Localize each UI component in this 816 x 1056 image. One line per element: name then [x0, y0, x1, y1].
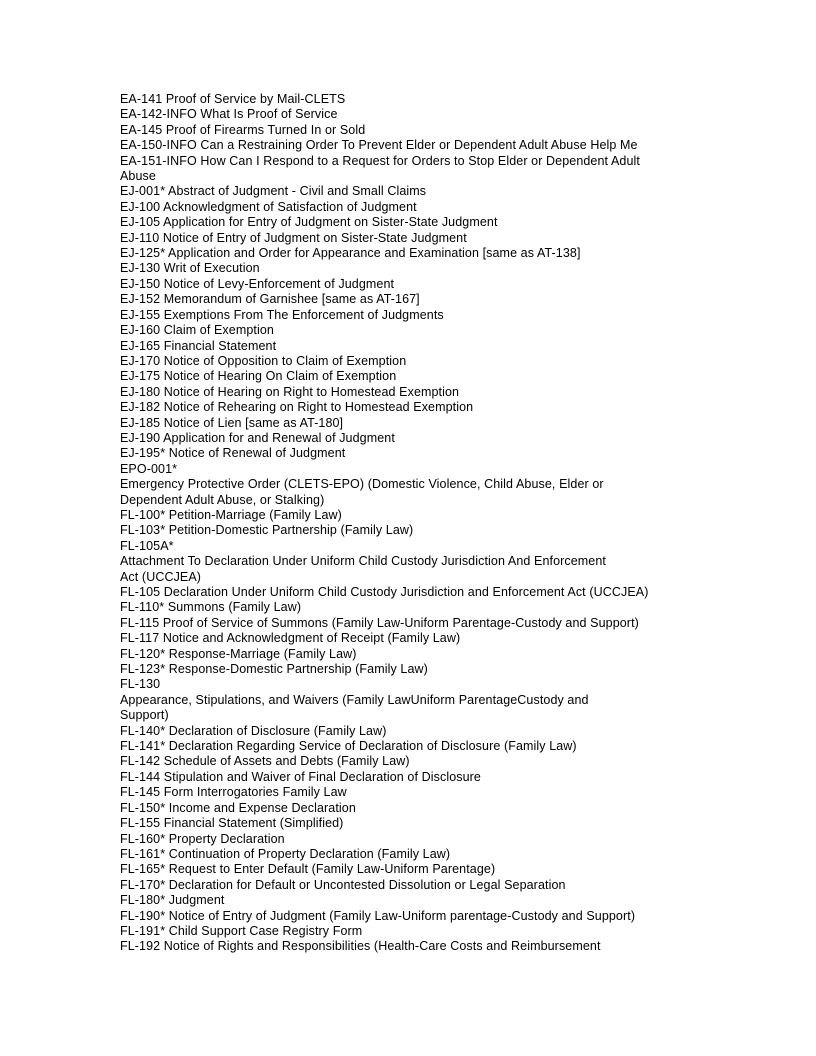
form-list-line: EJ-001* Abstract of Judgment - Civil and Small Claims	[120, 184, 427, 199]
form-list-line: FL-100* Petition-Marriage (Family Law)	[120, 507, 342, 522]
form-list-line: EJ-155 Exemptions From The Enforcement of Judgments	[120, 307, 444, 322]
form-list-line: FL-117 Notice and Acknowledgment of Receipt (Family Law)	[120, 631, 461, 646]
form-list-line: EJ-190 Application for and Renewal of Judgment	[120, 430, 395, 445]
form-list-line: FL-165* Request to Enter Default (Family Law-Uniform Parentage)	[120, 862, 496, 877]
form-list-line: FL-105A*	[120, 538, 174, 553]
form-list-line: FL-191* Child Support Case Registry Form	[120, 923, 363, 938]
form-list-line: FL-142 Schedule of Assets and Debts (Family Law)	[120, 754, 410, 769]
form-list-line: EA-150-INFO Can a Restraining Order To Prevent Elder or Dependent Adult Abuse Help Me	[120, 138, 638, 153]
form-list-line: EA-151-INFO How Can I Respond to a Request for Orders to Stop Elder or Dependent Adult	[120, 153, 640, 168]
form-list-line: FL-141* Declaration Regarding Service of Declaration of Disclosure (Family Law)	[120, 739, 577, 754]
form-list-line: EJ-105 Application for Entry of Judgment on Sister-State Judgment	[120, 215, 498, 230]
form-list-line: EJ-110 Notice of Entry of Judgment on Sister-State Judgment	[120, 230, 467, 245]
form-list-line: EJ-160 Claim of Exemption	[120, 323, 274, 338]
form-list-line: Support)	[120, 708, 169, 723]
form-list-line: EA-141 Proof of Service by Mail-CLETS	[120, 92, 346, 106]
form-list-line: EJ-165 Financial Statement	[120, 338, 277, 353]
form-list-line: FL-190* Notice of Entry of Judgment (Family Law-Uniform parentage-Custody and Support)	[120, 908, 636, 923]
form-list-line: FL-160* Property Declaration	[120, 831, 285, 846]
form-list-line: EJ-182 Notice of Rehearing on Right to Homestead Exemption	[120, 400, 474, 415]
form-list-line: FL-140* Declaration of Disclosure (Family Law)	[120, 723, 387, 738]
form-list-line: EA-145 Proof of Firearms Turned In or Sold	[120, 122, 366, 137]
form-list-line: EJ-195* Notice of Renewal of Judgment	[120, 446, 346, 461]
form-list-line: Abuse	[120, 169, 156, 184]
form-list-line: FL-161* Continuation of Property Declaration (Family Law)	[120, 846, 451, 861]
form-list-line: Appearance, Stipulations, and Waivers (Family LawUniform ParentageCustody and	[120, 692, 589, 707]
form-list	[120, 92, 710, 955]
form-list-line: Emergency Protective Order (CLETS-EPO) (Domestic Violence, Child Abuse, Elder or	[120, 477, 604, 492]
form-list-line: FL-144 Stipulation and Waiver of Final Declaration of Disclosure	[120, 769, 481, 784]
form-list-line: EA-142-INFO What Is Proof of Service	[120, 107, 338, 122]
form-list-line: EJ-152 Memorandum of Garnishee [same as AT-167]	[120, 292, 420, 307]
form-list-line: EJ-175 Notice of Hearing On Claim of Exemption	[120, 369, 397, 384]
form-list-line: Attachment To Declaration Under Uniform Child Custody Jurisdiction And Enforcement	[120, 554, 606, 569]
form-list-line: EJ-150 Notice of Levy-Enforcement of Judgment	[120, 276, 395, 291]
form-list-line: FL-192 Notice of Rights and Responsibilities (Health-Care Costs and Reimbursement	[120, 939, 601, 954]
form-list-line: FL-145 Form Interrogatories Family Law	[120, 785, 347, 800]
form-list-line: Act (UCCJEA)	[120, 569, 202, 584]
form-list-line: FL-180* Judgment	[120, 893, 225, 908]
form-list-line: EPO-001*	[120, 461, 178, 476]
form-list-line: FL-115 Proof of Service of Summons (Family Law-Uniform Parentage-Custody and Support)	[120, 615, 639, 630]
form-list-line: EJ-100 Acknowledgment of Satisfaction of Judgment	[120, 199, 417, 214]
form-list-line: EJ-130 Writ of Execution	[120, 261, 260, 276]
form-list-line: EJ-170 Notice of Opposition to Claim of Exemption	[120, 353, 407, 368]
form-list-line: FL-130	[120, 677, 161, 692]
form-list-line: EJ-185 Notice of Lien [same as AT-180]	[120, 415, 344, 430]
form-list-line: Dependent Adult Abuse, or Stalking)	[120, 492, 325, 507]
form-list-line: EJ-125* Application and Order for Appearance and Examination [same as AT-138]	[120, 246, 581, 261]
form-list-line: FL-110* Summons (Family Law)	[120, 600, 302, 615]
form-list-line: FL-123* Response-Domestic Partnership (Family Law)	[120, 662, 428, 677]
form-list-line: FL-103* Petition-Domestic Partnership (Family Law)	[120, 523, 414, 538]
form-list-line: FL-150* Income and Expense Declaration	[120, 800, 356, 815]
form-list-line: EJ-180 Notice of Hearing on Right to Homestead Exemption	[120, 384, 460, 399]
form-list-line: FL-170* Declaration for Default or Uncontested Dissolution or Legal Separation	[120, 877, 566, 892]
form-list-line: FL-120* Response-Marriage (Family Law)	[120, 646, 357, 661]
form-list-line: FL-155 Financial Statement (Simplified)	[120, 816, 344, 831]
form-list-line: FL-105 Declaration Under Uniform Child Custody Jurisdiction and Enforcement Act (UCCJEA)	[120, 585, 649, 599]
